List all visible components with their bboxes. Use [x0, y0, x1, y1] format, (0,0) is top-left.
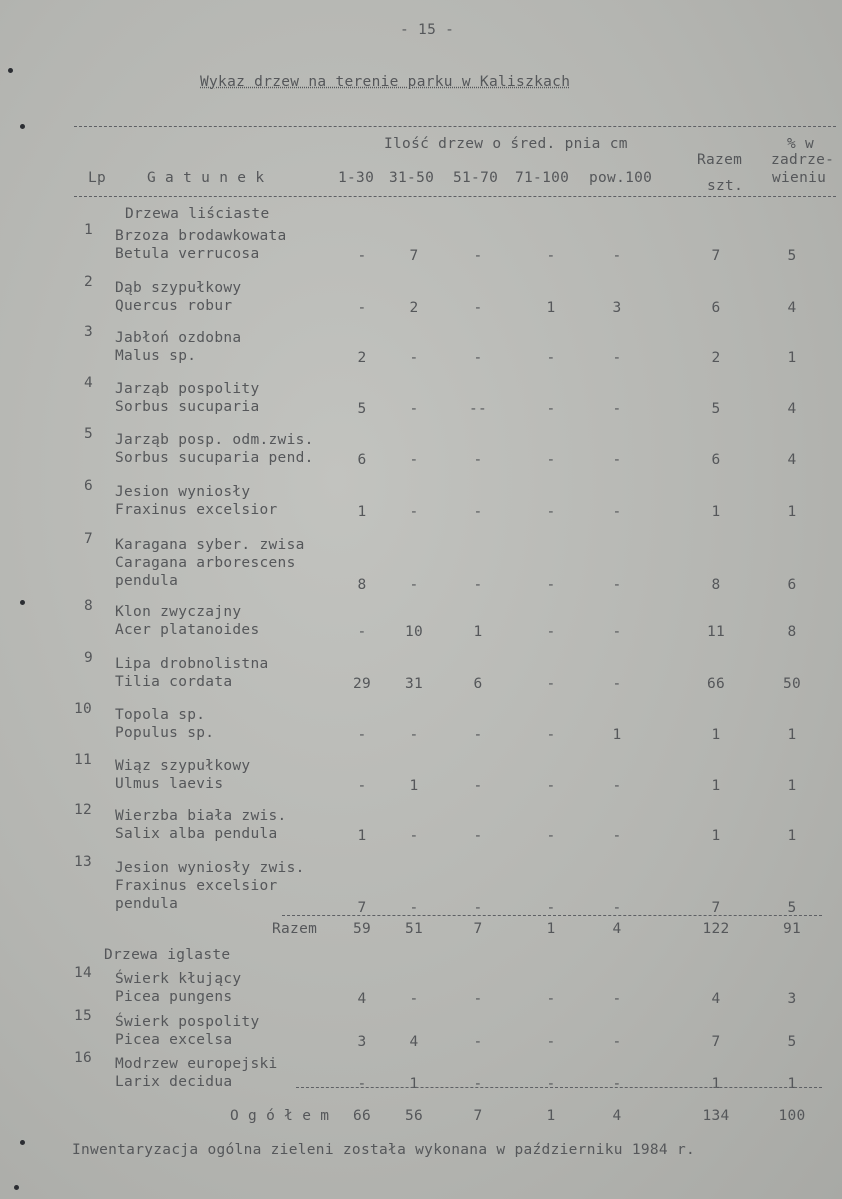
row-value-col-6: 8	[711, 577, 721, 593]
razem-value-col-5: 4	[612, 921, 622, 937]
row-value-col-4: -	[546, 1034, 556, 1050]
row-value-col-6: 1	[711, 828, 721, 844]
row-value-col-1: 3	[357, 1034, 367, 1050]
species-common-name: Jabłoń ozdobna	[115, 330, 242, 346]
row-value-col-2: 31	[404, 676, 424, 692]
species-common-name: Lipa drobnolistna	[115, 656, 269, 672]
row-value-col-1: 4	[357, 991, 367, 1007]
species-latin-name: Fraxinus excelsior	[115, 502, 278, 518]
row-value-col-3: -	[473, 248, 483, 264]
species-common-name: Brzoza brodawkowata	[115, 228, 287, 244]
species-common-name: Jarząb pospolity	[115, 381, 260, 397]
header-pct-1: % w	[787, 136, 815, 152]
razem-value-col-4: 1	[546, 921, 556, 937]
row-value-col-3: -	[473, 991, 483, 1007]
row-value-col-5: -	[612, 676, 622, 692]
row-value-col-5: -	[612, 624, 622, 640]
header-bottom-rule	[74, 196, 836, 197]
row-lp: 13	[74, 854, 93, 870]
row-value-col-5: -	[612, 577, 622, 593]
header-lp: Lp	[88, 170, 107, 186]
row-value-col-1: 2	[357, 350, 367, 366]
ogolem-value-col-2: 56	[404, 1108, 424, 1124]
row-lp: 1	[84, 222, 94, 238]
row-value-col-7: 4	[787, 300, 797, 316]
row-value-col-7: 1	[787, 727, 797, 743]
species-latin-name: Sorbus sucuparia	[115, 399, 260, 415]
row-value-col-7: 1	[787, 350, 797, 366]
row-value-col-1: 7	[357, 900, 367, 916]
row-value-col-3: 1	[473, 624, 483, 640]
row-lp: 9	[84, 650, 94, 666]
razem-value-col-6: 122	[702, 921, 730, 937]
row-value-col-6: 4	[711, 991, 721, 1007]
species-common-name: Świerk pospolity	[115, 1014, 260, 1030]
row-value-col-6: 6	[711, 300, 721, 316]
row-value-col-7: 4	[787, 452, 797, 468]
row-value-col-4: -	[546, 727, 556, 743]
ogolem-value-col-4: 1	[546, 1108, 556, 1124]
row-value-col-6: 6	[711, 452, 721, 468]
row-lp: 10	[74, 701, 93, 717]
header-szt: szt.	[707, 178, 744, 194]
row-value-col-3: -	[473, 577, 483, 593]
species-common-name: Karagana syber. zwisa	[115, 537, 305, 553]
row-value-col-1: -	[357, 624, 367, 640]
row-value-col-6: 1	[711, 504, 721, 520]
header-group: Ilość drzew o śred. pnia cm	[384, 136, 628, 152]
row-value-col-4: -	[546, 900, 556, 916]
species-common-name: Klon zwyczajny	[115, 604, 242, 620]
row-value-col-1: 1	[357, 828, 367, 844]
row-value-col-3: 6	[473, 676, 483, 692]
species-latin-name: pendula	[115, 573, 179, 589]
row-value-col-1: 6	[357, 452, 367, 468]
row-value-col-5: -	[612, 452, 622, 468]
row-lp: 12	[74, 802, 93, 818]
row-value-col-3: -	[473, 828, 483, 844]
row-lp: 7	[84, 531, 94, 547]
row-value-col-6: 7	[711, 1034, 721, 1050]
species-latin-name: Larix decidua	[115, 1074, 233, 1090]
species-latin-name: Tilia cordata	[115, 674, 233, 690]
header-pct-3: wieniu	[772, 170, 827, 186]
species-latin-name: Salix alba pendula	[115, 826, 278, 842]
row-value-col-6: 7	[711, 900, 721, 916]
punch-hole	[14, 1185, 19, 1190]
section-conifer: Drzewa iglaste	[104, 947, 231, 963]
row-value-col-3: -	[473, 900, 483, 916]
row-value-col-4: -	[546, 452, 556, 468]
document-title: Wykaz drzew na terenie parku w Kaliszkach	[200, 74, 571, 90]
row-value-col-1: -	[357, 727, 367, 743]
species-common-name: Topola sp.	[115, 707, 206, 723]
row-value-col-2: -	[409, 504, 419, 520]
table-top-rule	[74, 126, 836, 127]
ogolem-value-col-1: 66	[352, 1108, 372, 1124]
row-value-col-5: -	[612, 350, 622, 366]
row-value-col-2: 2	[409, 300, 419, 316]
total-rule	[296, 1087, 822, 1088]
row-value-col-7: 50	[782, 676, 802, 692]
species-latin-name: Populus sp.	[115, 725, 215, 741]
row-value-col-2: -	[409, 401, 419, 417]
row-value-col-4: -	[546, 504, 556, 520]
row-value-col-7: 5	[787, 1034, 797, 1050]
row-value-col-2: -	[409, 452, 419, 468]
row-value-col-1: 8	[357, 577, 367, 593]
row-value-col-4: -	[546, 577, 556, 593]
species-common-name: Wiąz szypułkowy	[115, 758, 251, 774]
species-latin-name: Picea excelsa	[115, 1032, 233, 1048]
row-value-col-2: -	[409, 991, 419, 1007]
razem-value-col-2: 51	[404, 921, 424, 937]
row-value-col-6: 2	[711, 350, 721, 366]
species-latin-name: Ulmus laevis	[115, 776, 224, 792]
ogolem-value-col-5: 4	[612, 1108, 622, 1124]
row-value-col-2: 7	[409, 248, 419, 264]
ogolem-value-col-6: 134	[702, 1108, 730, 1124]
species-latin-name: Quercus robur	[115, 298, 233, 314]
row-lp: 3	[84, 324, 94, 340]
row-value-col-7: 4	[787, 401, 797, 417]
row-value-col-3: -	[473, 778, 483, 794]
row-value-col-2: -	[409, 727, 419, 743]
razem-value-col-7: 91	[782, 921, 802, 937]
row-lp: 2	[84, 274, 94, 290]
species-latin-name: Sorbus sucuparia pend.	[115, 450, 314, 466]
punch-hole	[8, 68, 13, 73]
row-lp: 8	[84, 598, 94, 614]
row-value-col-7: 1	[787, 1076, 797, 1092]
species-latin-name: Fraxinus excelsior	[115, 878, 278, 894]
row-value-col-5: 3	[612, 300, 622, 316]
row-value-col-5: -	[612, 778, 622, 794]
row-value-col-5: -	[612, 900, 622, 916]
row-value-col-6: 1	[711, 727, 721, 743]
row-lp: 14	[74, 965, 93, 981]
row-lp: 6	[84, 478, 94, 494]
species-common-name: Świerk kłujący	[115, 971, 242, 987]
row-lp: 5	[84, 426, 94, 442]
punch-hole	[20, 124, 25, 129]
page-number: - 15 -	[400, 22, 455, 38]
row-lp: 16	[74, 1050, 93, 1066]
header-pct-2: zadrze-	[771, 152, 835, 168]
subtotal-rule	[282, 915, 822, 916]
punch-hole	[20, 600, 25, 605]
row-value-col-5: -	[612, 248, 622, 264]
row-value-col-3: -	[473, 350, 483, 366]
header-razem: Razem	[697, 152, 743, 168]
row-value-col-6: 7	[711, 248, 721, 264]
species-common-name: Jarząb posp. odm.zwis.	[115, 432, 314, 448]
row-value-col-1: -	[357, 1076, 367, 1092]
row-value-col-6: 1	[711, 1076, 721, 1092]
row-value-col-2: -	[409, 900, 419, 916]
row-value-col-3: -	[473, 452, 483, 468]
row-value-col-5: -	[612, 828, 622, 844]
species-common-name: Modrzew europejski	[115, 1056, 278, 1072]
razem-value-col-3: 7	[473, 921, 483, 937]
row-value-col-1: -	[357, 300, 367, 316]
row-value-col-1: -	[357, 248, 367, 264]
row-value-col-5: -	[612, 504, 622, 520]
row-value-col-3: --	[468, 401, 488, 417]
row-value-col-3: -	[473, 727, 483, 743]
row-value-col-4: -	[546, 401, 556, 417]
row-value-col-7: 1	[787, 828, 797, 844]
section-deciduous: Drzewa liściaste	[125, 206, 270, 222]
row-value-col-4: -	[546, 1076, 556, 1092]
row-value-col-4: -	[546, 676, 556, 692]
ogolem-label: O g ó ł e m	[230, 1108, 330, 1124]
species-latin-name: pendula	[115, 896, 179, 912]
row-value-col-7: 5	[787, 900, 797, 916]
row-value-col-6: 1	[711, 778, 721, 794]
row-value-col-4: -	[546, 991, 556, 1007]
row-value-col-3: -	[473, 300, 483, 316]
row-value-col-3: -	[473, 1034, 483, 1050]
razem-label: Razem	[272, 921, 318, 937]
row-lp: 15	[74, 1008, 93, 1024]
species-common-name: Dąb szypułkowy	[115, 280, 242, 296]
header-gatunek: G a t u n e k	[147, 170, 265, 186]
row-value-col-4: -	[546, 350, 556, 366]
row-value-col-2: -	[409, 350, 419, 366]
row-value-col-7: 6	[787, 577, 797, 593]
header-col-5: pow.100	[589, 170, 653, 186]
row-value-col-2: -	[409, 828, 419, 844]
species-latin-name: Acer platanoides	[115, 622, 260, 638]
ogolem-value-col-7: 100	[778, 1108, 806, 1124]
row-value-col-6: 11	[706, 624, 726, 640]
species-latin-name: Caragana arborescens	[115, 555, 296, 571]
row-value-col-7: 5	[787, 248, 797, 264]
row-value-col-7: 8	[787, 624, 797, 640]
row-value-col-5: -	[612, 991, 622, 1007]
row-value-col-5: -	[612, 401, 622, 417]
row-value-col-7: 3	[787, 991, 797, 1007]
species-common-name: Wierzba biała zwis.	[115, 808, 287, 824]
header-col-2: 31-50	[389, 170, 435, 186]
header-col-1: 1-30	[338, 170, 375, 186]
row-value-col-4: 1	[546, 300, 556, 316]
header-col-3: 51-70	[453, 170, 499, 186]
row-value-col-5: -	[612, 1034, 622, 1050]
row-value-col-2: -	[409, 577, 419, 593]
species-latin-name: Picea pungens	[115, 989, 233, 1005]
row-value-col-4: -	[546, 828, 556, 844]
row-value-col-1: 29	[352, 676, 372, 692]
header-col-4: 71-100	[515, 170, 570, 186]
row-value-col-4: -	[546, 778, 556, 794]
ogolem-value-col-3: 7	[473, 1108, 483, 1124]
punch-hole	[20, 1140, 25, 1145]
species-common-name: Jesion wyniosły zwis.	[115, 860, 305, 876]
row-value-col-1: -	[357, 778, 367, 794]
row-value-col-6: 66	[706, 676, 726, 692]
species-common-name: Jesion wyniosły	[115, 484, 251, 500]
row-value-col-5: -	[612, 1076, 622, 1092]
row-value-col-4: -	[546, 624, 556, 640]
row-value-col-2: 10	[404, 624, 424, 640]
row-value-col-2: 1	[409, 778, 419, 794]
row-value-col-1: 5	[357, 401, 367, 417]
species-latin-name: Malus sp.	[115, 348, 197, 364]
row-value-col-5: 1	[612, 727, 622, 743]
row-lp: 11	[74, 752, 93, 768]
row-value-col-3: -	[473, 1076, 483, 1092]
row-lp: 4	[84, 375, 94, 391]
footer-note: Inwentaryzacja ogólna zieleni została wykonana w październiku 1984 r.	[72, 1142, 696, 1158]
row-value-col-7: 1	[787, 778, 797, 794]
species-latin-name: Betula verrucosa	[115, 246, 260, 262]
row-value-col-1: 1	[357, 504, 367, 520]
razem-value-col-1: 59	[352, 921, 372, 937]
row-value-col-6: 5	[711, 401, 721, 417]
row-value-col-4: -	[546, 248, 556, 264]
row-value-col-3: -	[473, 504, 483, 520]
row-value-col-2: 1	[409, 1076, 419, 1092]
row-value-col-7: 1	[787, 504, 797, 520]
row-value-col-2: 4	[409, 1034, 419, 1050]
